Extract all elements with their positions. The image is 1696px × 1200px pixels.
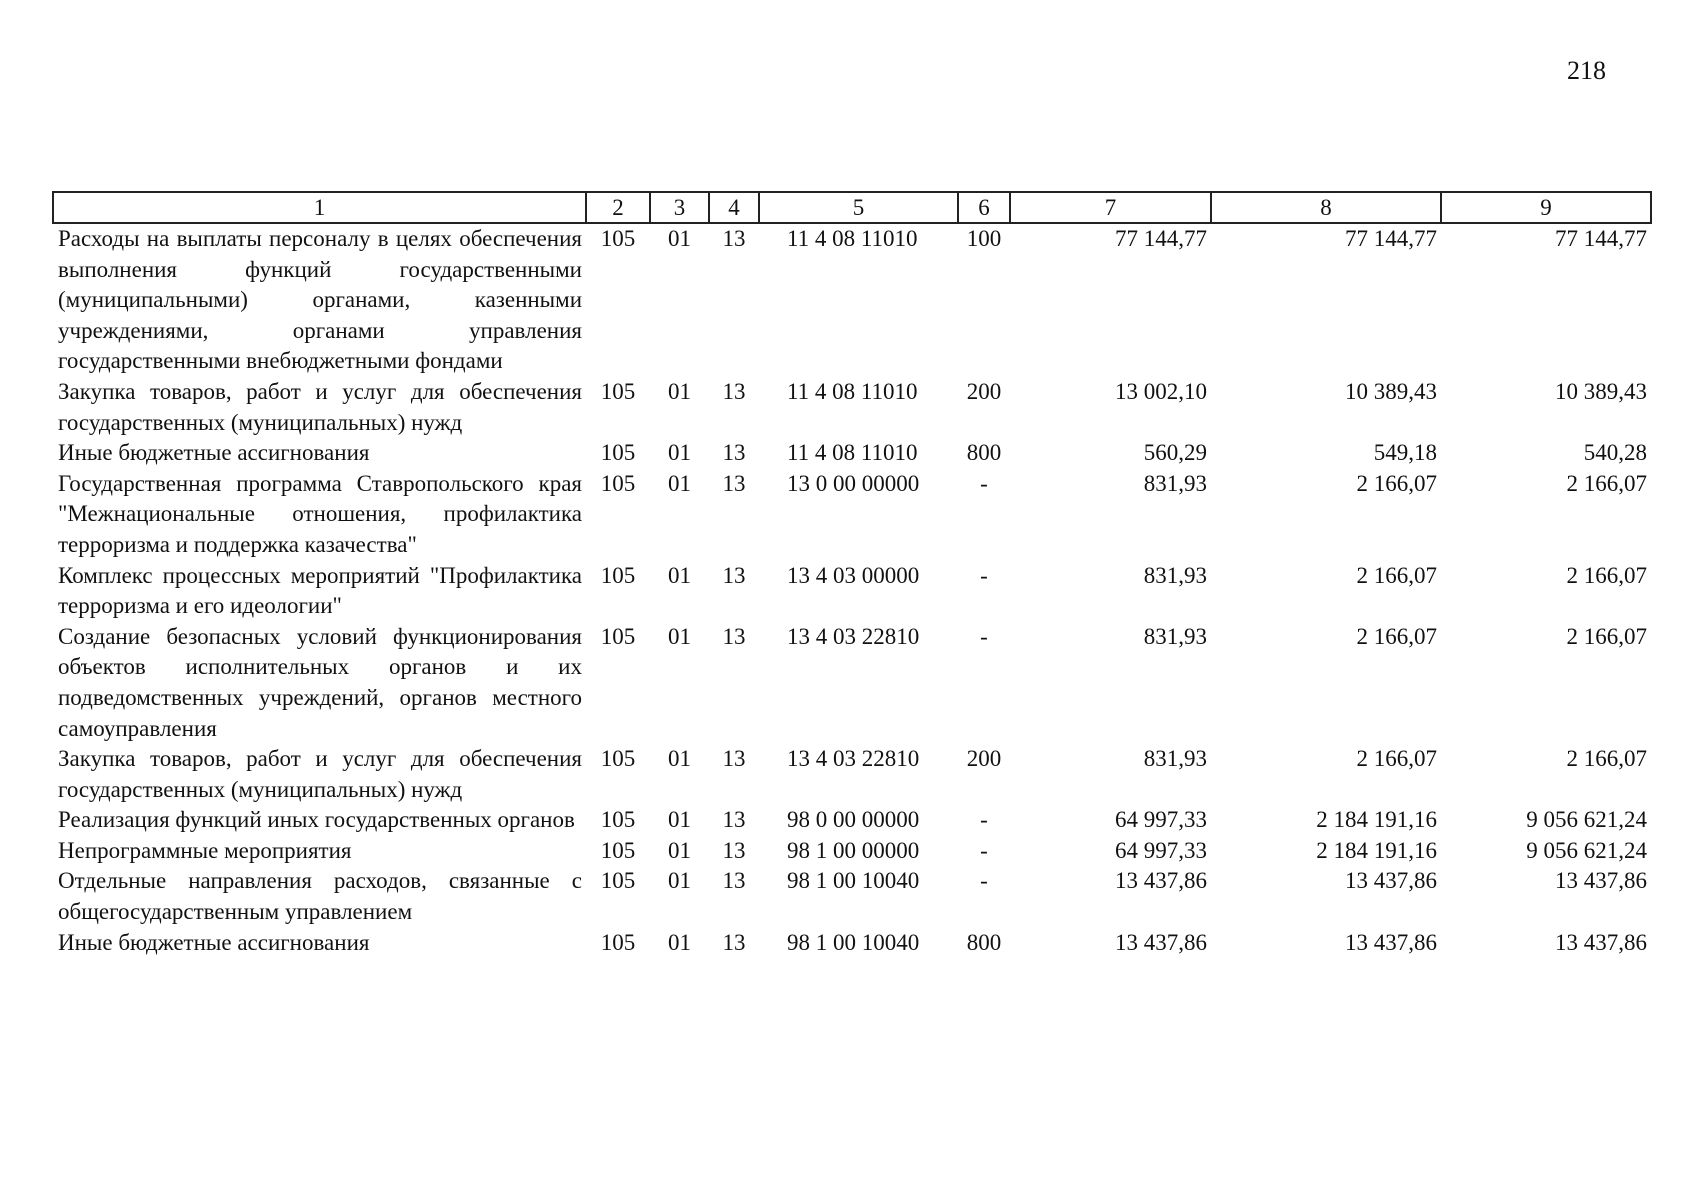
- row-expense-type-code: 800: [966, 440, 1002, 466]
- row-grbs-code: 105: [600, 868, 636, 894]
- row-subsection-code: 13: [722, 226, 746, 251]
- row-amount-col9: 77 144,77: [1555, 226, 1647, 251]
- row-expense-type-code: -: [980, 807, 988, 833]
- row-expense-type-code: -: [980, 837, 988, 863]
- table-body: [53, 223, 1651, 958]
- row-grbs-code: 105: [600, 440, 636, 466]
- row-amount-col7: 13 437,86: [1115, 868, 1207, 894]
- page-number: 218: [1567, 56, 1606, 85]
- row-target-article-code: 11 4 08 11010: [787, 378, 918, 404]
- row-description: Непрограммные мероприятия: [58, 837, 352, 863]
- header-row: [53, 192, 1651, 223]
- row-amount-col9: 2 166,07: [1566, 623, 1647, 649]
- table-row: [53, 223, 1651, 377]
- row-amount-col8: 13 437,86: [1345, 929, 1437, 955]
- column-header-5: 5: [759, 192, 958, 223]
- row-subsection-code: 13: [722, 470, 746, 496]
- row-expense-type-code: -: [980, 562, 988, 588]
- row-grbs-code: 105: [600, 929, 636, 955]
- row-amount-col9: 2 166,07: [1566, 746, 1647, 772]
- row-amount-col8: 2 166,07: [1356, 470, 1437, 496]
- row-grbs-code: 105: [600, 226, 636, 251]
- row-subsection-code: 13: [722, 746, 746, 772]
- row-expense-type-code: 800: [966, 929, 1002, 955]
- row-section-code: 01: [668, 226, 691, 251]
- row-section-code: 01: [668, 623, 691, 649]
- row-amount-col7: 831,93: [1143, 623, 1207, 649]
- row-subsection-code: 13: [722, 440, 746, 466]
- row-section-code: 01: [668, 562, 691, 588]
- row-amount-col7: 831,93: [1143, 562, 1207, 588]
- row-subsection-code: 13: [722, 868, 746, 894]
- row-description: Расходы на выплаты персоналу в целях обеспечения выполнения функций государственными (муниципальными) органами, казенными учреждениями, органами управления государственными внебюджетными фондами: [58, 226, 582, 374]
- row-amount-col8: 10 389,43: [1345, 378, 1437, 404]
- row-subsection-code: 13: [722, 929, 746, 955]
- row-section-code: 01: [668, 929, 691, 955]
- row-subsection-code: 13: [722, 562, 746, 588]
- row-grbs-code: 105: [600, 623, 636, 649]
- table-row: [53, 928, 1651, 959]
- row-section-code: 01: [668, 470, 691, 496]
- table-row: [53, 836, 1651, 867]
- row-section-code: 01: [668, 837, 691, 863]
- row-amount-col8: 2 184 191,16: [1316, 807, 1437, 833]
- row-amount-col7: 13 437,86: [1115, 929, 1207, 955]
- budget-table: [52, 191, 1652, 958]
- table-row: [53, 438, 1651, 469]
- table-row: [53, 744, 1651, 805]
- row-grbs-code: 105: [600, 837, 636, 863]
- row-amount-col9: 9 056 621,24: [1526, 837, 1647, 863]
- row-amount-col9: 10 389,43: [1555, 378, 1647, 404]
- row-amount-col7: 64 997,33: [1115, 837, 1207, 863]
- row-amount-col8: 2 184 191,16: [1316, 837, 1437, 863]
- row-description: Иные бюджетные ассигнования: [58, 440, 370, 466]
- table-row: [53, 805, 1651, 836]
- row-amount-col7: 13 002,10: [1115, 378, 1207, 404]
- row-subsection-code: 13: [722, 837, 746, 863]
- row-expense-type-code: 100: [966, 226, 1002, 251]
- row-amount-col8: 2 166,07: [1356, 623, 1437, 649]
- row-expense-type-code: 200: [966, 746, 1002, 772]
- row-section-code: 01: [668, 868, 691, 894]
- row-amount-col8: 549,18: [1373, 440, 1437, 466]
- row-amount-col9: 9 056 621,24: [1526, 807, 1647, 833]
- table-row: [53, 622, 1651, 744]
- table-row: [53, 469, 1651, 561]
- row-target-article-code: 13 0 00 00000: [787, 470, 920, 496]
- row-amount-col7: 560,29: [1143, 440, 1207, 466]
- row-target-article-code: 11 4 08 11010: [787, 440, 918, 466]
- row-target-article-code: 13 4 03 22810: [787, 623, 920, 649]
- row-expense-type-code: 200: [966, 378, 1002, 404]
- row-target-article-code: 98 0 00 00000: [787, 807, 920, 833]
- row-section-code: 01: [668, 440, 691, 466]
- row-grbs-code: 105: [600, 807, 636, 833]
- row-amount-col9: 13 437,86: [1555, 929, 1647, 955]
- row-section-code: 01: [668, 746, 691, 772]
- row-amount-col9: 2 166,07: [1566, 562, 1647, 588]
- row-section-code: 01: [668, 807, 691, 833]
- row-target-article-code: 13 4 03 00000: [787, 562, 920, 588]
- row-subsection-code: 13: [722, 623, 746, 649]
- row-target-article-code: 98 1 00 00000: [787, 837, 920, 863]
- row-description: Реализация функций иных государственных органов: [58, 807, 575, 833]
- row-section-code: 01: [668, 378, 691, 404]
- row-target-article-code: 98 1 00 10040: [787, 868, 920, 894]
- row-grbs-code: 105: [600, 746, 636, 772]
- column-header-8: 8: [1211, 192, 1441, 223]
- row-expense-type-code: -: [980, 868, 988, 894]
- row-amount-col7: 831,93: [1143, 746, 1207, 772]
- row-description: Комплекс процессных мероприятий "Профилактика терроризма и его идеологии": [58, 562, 582, 619]
- column-header-1: 1: [53, 192, 586, 223]
- table-row: [53, 561, 1651, 622]
- row-grbs-code: 105: [600, 470, 636, 496]
- row-amount-col8: 2 166,07: [1356, 746, 1437, 772]
- row-target-article-code: 98 1 00 10040: [787, 929, 920, 955]
- row-description: Отдельные направления расходов, связанные с общегосударственным управлением: [58, 868, 582, 925]
- row-amount-col8: 13 437,86: [1345, 868, 1437, 894]
- row-description: Государственная программа Ставропольского края "Межнациональные отношения, профилактика терроризма и поддержка казачества": [58, 470, 582, 557]
- row-amount-col7: 77 144,77: [1115, 226, 1207, 251]
- row-expense-type-code: -: [980, 470, 988, 496]
- row-description: Закупка товаров, работ и услуг для обеспечения государственных (муниципальных) нужд: [58, 378, 582, 435]
- row-amount-col9: 2 166,07: [1566, 470, 1647, 496]
- row-amount-col9: 540,28: [1583, 440, 1647, 466]
- column-header-3: 3: [650, 192, 709, 223]
- row-subsection-code: 13: [722, 807, 746, 833]
- table-row: [53, 377, 1651, 438]
- column-header-2: 2: [586, 192, 650, 223]
- column-header-7: 7: [1010, 192, 1211, 223]
- row-description: Закупка товаров, работ и услуг для обеспечения государственных (муниципальных) нужд: [58, 746, 582, 802]
- table-row: [53, 866, 1651, 927]
- row-subsection-code: 13: [722, 378, 746, 404]
- row-expense-type-code: -: [980, 623, 988, 649]
- row-amount-col9: 13 437,86: [1555, 868, 1647, 894]
- row-amount-col7: 64 997,33: [1115, 807, 1207, 833]
- row-grbs-code: 105: [600, 562, 636, 588]
- row-grbs-code: 105: [600, 378, 636, 404]
- column-header-4: 4: [709, 192, 759, 223]
- table-header: [53, 192, 1651, 223]
- column-header-9: 9: [1441, 192, 1651, 223]
- row-target-article-code: 11 4 08 11010: [787, 226, 918, 251]
- column-header-6: 6: [958, 192, 1010, 223]
- row-amount-col8: 77 144,77: [1345, 226, 1437, 251]
- row-amount-col7: 831,93: [1143, 470, 1207, 496]
- row-amount-col8: 2 166,07: [1356, 562, 1437, 588]
- row-description: Создание безопасных условий функционирования объектов исполнительных органов и их подведомственных учреждений, органов местного самоуправления: [58, 623, 582, 741]
- row-description: Иные бюджетные ассигнования: [58, 929, 370, 955]
- row-target-article-code: 13 4 03 22810: [787, 746, 920, 772]
